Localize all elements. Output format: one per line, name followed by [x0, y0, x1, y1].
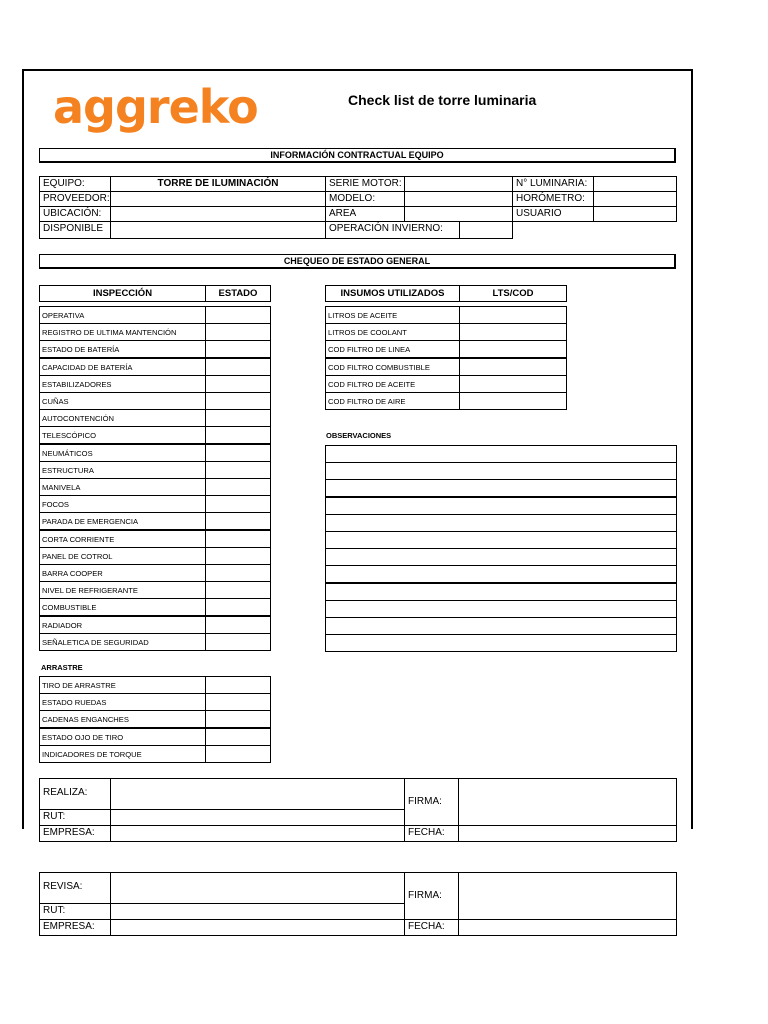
observation-line[interactable] — [325, 462, 677, 480]
observation-line[interactable] — [325, 514, 677, 532]
observation-line[interactable] — [325, 565, 677, 583]
inspection-item-value[interactable] — [205, 530, 271, 548]
revisa-fecha-field[interactable] — [458, 919, 677, 936]
inspection-item-value[interactable] — [205, 564, 271, 582]
observation-line[interactable] — [325, 479, 677, 497]
inspection-item-label: PANEL DE COTROL — [39, 547, 206, 565]
inspection-item-value[interactable] — [205, 495, 271, 513]
n-luminaria-label: N° LUMINARIA: — [512, 176, 594, 192]
inspection-item-value[interactable] — [205, 616, 271, 634]
revisa-empresa-label: EMPRESA: — [39, 919, 111, 936]
towing-item-value[interactable] — [205, 710, 271, 728]
serie-motor-label: SERIE MOTOR: — [325, 176, 405, 192]
inspection-item-value[interactable] — [205, 409, 271, 427]
realiza-empresa-label: EMPRESA: — [39, 825, 111, 842]
inspection-item-label: SEÑALETICA DE SEGURIDAD — [39, 633, 206, 651]
revisa-firma-field[interactable] — [458, 872, 677, 920]
realiza-field[interactable] — [110, 778, 405, 810]
serie-motor-field[interactable] — [404, 176, 513, 192]
inspection-item-value[interactable] — [205, 444, 271, 462]
observation-line[interactable] — [325, 617, 677, 635]
realiza-fecha-label: FECHA: — [404, 825, 459, 842]
inspection-item-label: OPERATIVA — [39, 306, 206, 324]
observation-line[interactable] — [325, 445, 677, 463]
towing-item-value[interactable] — [205, 728, 271, 746]
supplies-item-value[interactable] — [459, 340, 567, 358]
supplies-item-value[interactable] — [459, 306, 567, 324]
supplies-item-label: LITROS DE COOLANT — [325, 323, 460, 341]
inspection-item-value[interactable] — [205, 478, 271, 496]
contract-info-banner: INFORMACIÓN CONTRACTUAL EQUIPO — [39, 148, 676, 163]
inspection-item-label: ESTADO DE BATERÍA — [39, 340, 206, 358]
disponible-field[interactable] — [110, 221, 326, 239]
revisa-empresa-field[interactable] — [110, 919, 405, 936]
general-check-banner: CHEQUEO DE ESTADO GENERAL — [39, 254, 676, 269]
observation-line[interactable] — [325, 634, 677, 652]
inspection-header: INSPECCIÓN — [39, 285, 206, 302]
towing-item-value[interactable] — [205, 745, 271, 763]
observation-line[interactable] — [325, 497, 677, 515]
area-label: AREA — [325, 206, 405, 222]
usuario-label: USUARIO — [512, 206, 594, 222]
modelo-label: MODELO: — [325, 191, 405, 207]
realiza-firma-label: FIRMA: — [404, 778, 459, 826]
equipo-value: TORRE DE ILUMINACIÓN — [110, 176, 326, 192]
horometro-label: HORÓMETRO: — [512, 191, 594, 207]
aggreko-logo: aggreko — [53, 80, 258, 134]
towing-item-value[interactable] — [205, 693, 271, 711]
modelo-field[interactable] — [404, 191, 513, 207]
n-luminaria-field[interactable] — [593, 176, 677, 192]
revisa-rut-field[interactable] — [110, 903, 405, 920]
supplies-item-value[interactable] — [459, 358, 567, 376]
inspection-item-value[interactable] — [205, 375, 271, 393]
inspection-item-label: CAPACIDAD DE BATERÍA — [39, 358, 206, 376]
inspection-item-label: AUTOCONTENCIÓN — [39, 409, 206, 427]
revisa-rut-label: RUT: — [39, 903, 111, 920]
inspection-item-label: RADIADOR — [39, 616, 206, 634]
inspection-item-value[interactable] — [205, 306, 271, 324]
ubicacion-field[interactable] — [110, 206, 326, 222]
inspection-item-value[interactable] — [205, 340, 271, 358]
realiza-label: REALIZA: — [39, 778, 111, 810]
realiza-empresa-field[interactable] — [110, 825, 405, 842]
supplies-unit-header: LTS/COD — [459, 285, 567, 302]
page-title: Check list de torre luminaria — [348, 92, 537, 108]
supplies-item-value[interactable] — [459, 323, 567, 341]
inspection-item-label: MANIVELA — [39, 478, 206, 496]
proveedor-label: PROVEEDOR: — [39, 191, 111, 207]
inspection-item-label: ESTABILIZADORES — [39, 375, 206, 393]
towing-item-label: CADENAS ENGANCHES — [39, 710, 206, 728]
operacion-invierno-label: OPERACIÓN INVIERNO: — [325, 221, 460, 239]
inspection-item-label: NEUMÁTICOS — [39, 444, 206, 462]
towing-item-label: ESTADO OJO DE TIRO — [39, 728, 206, 746]
realiza-rut-label: RUT: — [39, 809, 111, 826]
observation-line[interactable] — [325, 531, 677, 549]
supplies-item-label: COD FILTRO DE ACEITE — [325, 375, 460, 393]
inspection-item-label: PARADA DE EMERGENCIA — [39, 512, 206, 530]
supplies-item-label: COD FILTRO DE LINEA — [325, 340, 460, 358]
realiza-firma-field[interactable] — [458, 778, 677, 826]
ubicacion-label: UBICACIÓN: — [39, 206, 111, 222]
supplies-item-value[interactable] — [459, 375, 567, 393]
supplies-item-value[interactable] — [459, 392, 567, 410]
proveedor-field[interactable] — [110, 191, 326, 207]
inspection-item-value[interactable] — [205, 598, 271, 616]
observations-label: OBSERVACIONES — [326, 431, 392, 440]
operacion-invierno-field[interactable] — [459, 221, 513, 239]
inspection-item-value[interactable] — [205, 633, 271, 651]
inspection-item-value[interactable] — [205, 547, 271, 565]
status-header: ESTADO — [205, 285, 271, 302]
inspection-item-label: REGISTRO DE ULTIMA MANTENCIÓN — [39, 323, 206, 341]
towing-item-label: INDICADORES DE TORQUE — [39, 745, 206, 763]
towing-item-label: TIRO DE ARRASTRE — [39, 676, 206, 694]
revisa-field[interactable] — [110, 872, 405, 904]
towing-item-value[interactable] — [205, 676, 271, 694]
supplies-header: INSUMOS UTILIZADOS — [325, 285, 460, 302]
revisa-firma-label: FIRMA: — [404, 872, 459, 920]
supplies-item-label: COD FILTRO COMBUSTIBLE — [325, 358, 460, 376]
observation-line[interactable] — [325, 600, 677, 618]
inspection-item-label: NIVEL DE REFRIGERANTE — [39, 581, 206, 599]
disponible-label: DISPONIBLE — [39, 221, 111, 239]
inspection-item-label: COMBUSTIBLE — [39, 598, 206, 616]
observation-line[interactable] — [325, 583, 677, 601]
supplies-item-label: COD FILTRO DE AIRE — [325, 392, 460, 410]
towing-item-label: ESTADO RUEDAS — [39, 693, 206, 711]
equipo-label: EQUIPO: — [39, 176, 111, 192]
supplies-item-label: LITROS DE ACEITE — [325, 306, 460, 324]
area-field[interactable] — [404, 206, 513, 222]
inspection-item-value[interactable] — [205, 581, 271, 599]
horometro-field[interactable] — [593, 191, 677, 207]
revisa-label: REVISA: — [39, 872, 111, 904]
inspection-item-label: BARRA COOPER — [39, 564, 206, 582]
revisa-fecha-label: FECHA: — [404, 919, 459, 936]
inspection-item-label: FOCOS — [39, 495, 206, 513]
inspection-item-value[interactable] — [205, 512, 271, 530]
inspection-item-label: CORTA CORRIENTE — [39, 530, 206, 548]
observation-line[interactable] — [325, 548, 677, 566]
inspection-item-value[interactable] — [205, 323, 271, 341]
towing-label: ARRASTRE — [41, 663, 83, 672]
realiza-rut-field[interactable] — [110, 809, 405, 826]
inspection-item-label: CUÑAS — [39, 392, 206, 410]
usuario-field[interactable] — [593, 206, 677, 222]
realiza-fecha-field[interactable] — [458, 825, 677, 842]
inspection-item-value[interactable] — [205, 461, 271, 479]
inspection-item-value[interactable] — [205, 358, 271, 376]
inspection-item-value[interactable] — [205, 392, 271, 410]
inspection-item-label: TELESCÓPICO — [39, 426, 206, 444]
inspection-item-value[interactable] — [205, 426, 271, 444]
inspection-item-label: ESTRUCTURA — [39, 461, 206, 479]
